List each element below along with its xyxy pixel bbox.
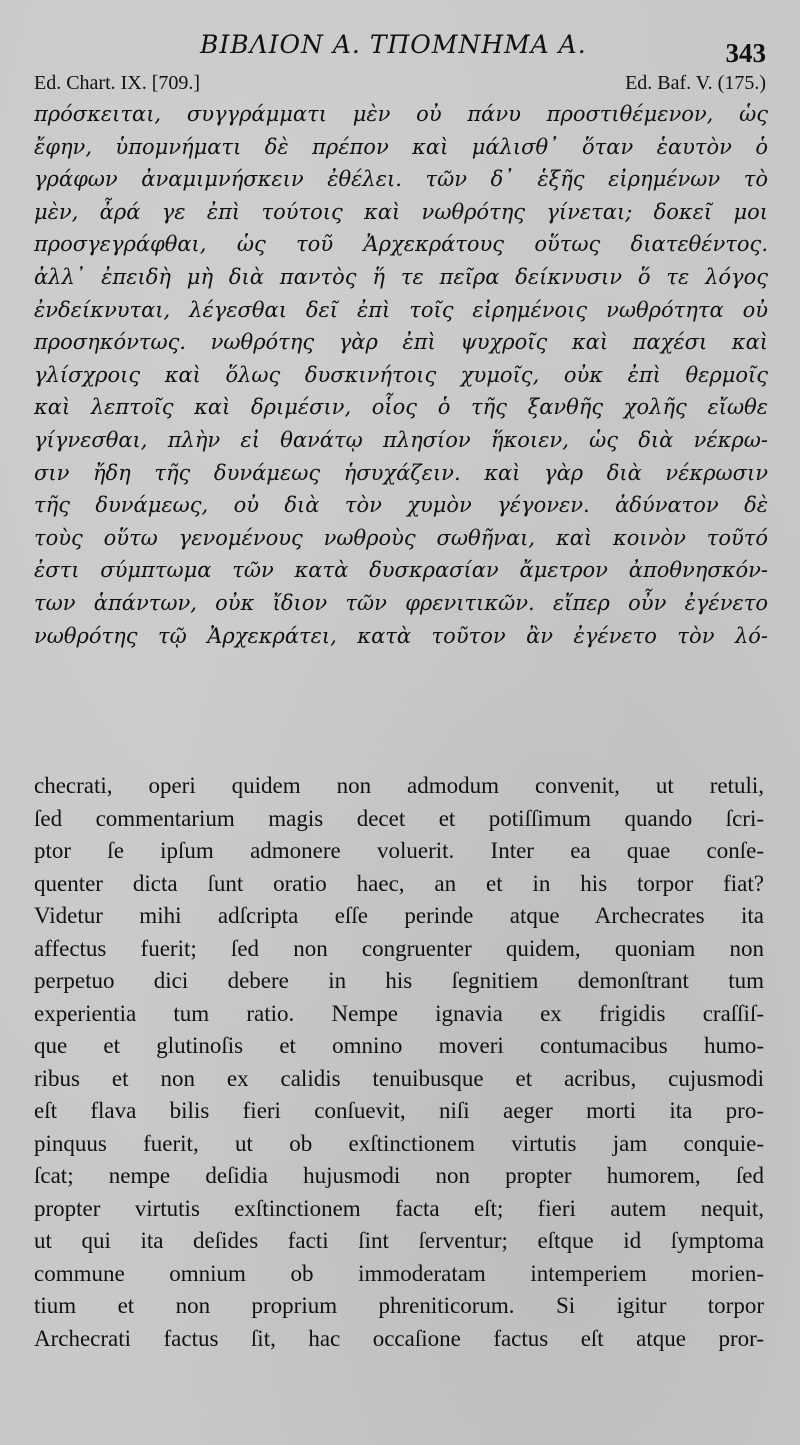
running-head [0, 30, 800, 66]
latin-line: ſcat; nempe deſidia hujusmodi non propter humorem, ſed [34, 1163, 764, 1188]
latin-line: ribus et non ex calidis tenuibusque et acribus, cujusmodi [34, 1065, 764, 1091]
latin-line: experientia tum ratio. Nempe ignavia ex frigidis craſſiſ- [34, 1000, 764, 1026]
latin-line: tium et non proprium phreniticorum. Si igitur torpor [34, 1293, 764, 1318]
edition-chart-reference: Ed. Chart. IX. [709.] [34, 72, 201, 94]
latin-line: perpetuo dici debere in his ſegnitiem demonſtrant tum [34, 968, 764, 993]
greek-line: τῆς δυνάμεως, οὐ διὰ τὸν χυμὸν γέγονεν. ἀδύνατον δὲ [34, 493, 768, 518]
greek-line: των ἁπάντων, οὐκ ἴδιον τῶν φρενιτικῶν. εἴπερ οὖν ἐγένετο [34, 590, 768, 615]
greek-line: πρόσκειται, συγγράμματι μὲν οὐ πάνυ προστιθέμενον, ὡς [34, 102, 768, 126]
edition-basel-reference: Ed. Baf. V. (175.) [625, 72, 766, 94]
edition-reference-line [34, 72, 766, 98]
greek-line: ἔφην, ὑπομνήματι δὲ πρέπον καὶ μάλισθ᾽ ὅταν ἑαυτὸν ὁ [34, 134, 768, 159]
greek-line: ἐνδείκνυται, λέγεσθαι δεῖ ἐπὶ τοῖς εἰρημένοις νωθρότητα οὐ [34, 297, 768, 322]
greek-line: νωθρότης τῷ Ἀρχεκράτει, κατὰ τοῦτον ἂν ἐγένετο τὸν λό- [34, 623, 768, 648]
greek-line: ἀλλ᾽ ἐπειδὴ μὴ διὰ παντὸς ἥ τε πεῖρα δείκνυσιν ὅ τε λόγος [34, 264, 768, 289]
greek-line: σιν ἤδη τῆς δυνάμεως ἡσυχάζειν. καὶ γὰρ διὰ νέκρωσιν [34, 460, 768, 485]
latin-line: ſed commentarium magis decet et potiſſimum quando ſcri- [34, 805, 764, 831]
latin-line: propter virtutis exſtinctionem facta eſt; fieri autem nequit, [34, 1195, 764, 1221]
latin-line: ut qui ita deſides facti ſint ſerventur; eſtque id ſymptoma [34, 1228, 764, 1253]
greek-line: μὲν, ἆρά γε ἐπὶ τούτοις καὶ νωθρότης γίνεται; δοκεῖ μοι [34, 199, 768, 224]
latin-line: affectus fuerit; ſed non congruenter quidem, quoniam non [34, 935, 764, 961]
latin-line: que et glutinoſis et omnino moveri contumacibus humo- [34, 1033, 764, 1058]
latin-line: pinquus fuerit, ut ob exſtinctionem virtutis jam conquie- [34, 1130, 764, 1156]
latin-line: commune omnium ob immoderatam intemperiem morien- [34, 1260, 764, 1286]
latin-line: Videtur mihi adſcripta eſſe perinde atque Archecrates ita [34, 903, 764, 928]
greek-line: καὶ λεπτοῖς καὶ δριμέσιν, οἷος ὁ τῆς ξανθῆς χολῆς εἴωθε [34, 395, 768, 420]
greek-line: γλίσχροις καὶ ὅλως δυσκινήτοις χυμοῖς, οὐκ ἐπὶ θερμοῖς [34, 362, 768, 387]
greek-line: γίγνεσθαι, πλὴν εἰ θανάτῳ πλησίον ἥκοιεν, ὡς διὰ νέκρω- [34, 427, 768, 452]
latin-line: ptor ſe ipſum admonere voluerit. Inter ea quae conſe- [34, 838, 764, 863]
latin-line: quenter dicta ſunt oratio haec, an et in his torpor fiat? [34, 870, 764, 896]
greek-text-block [34, 98, 768, 652]
greek-line: προσηκόντως. νωθρότης γὰρ ἐπὶ ψυχροῖς καὶ παχέσι καὶ [34, 330, 768, 355]
running-title: ΒΙΒΛΙΟΝ Α. ΤΠΟΜΝΗΜΑ Α. [200, 30, 587, 59]
latin-text-block [34, 770, 764, 1355]
latin-line: eſt flava bilis fieri conſuevit, niſi aeger morti ita pro- [34, 1098, 764, 1123]
greek-line: τοὺς οὕτω γενομένους νωθροὺς σωθῆναι, καὶ κοινὸν τοῦτό [34, 525, 768, 550]
greek-line: προσγεγράφθαι, ὡς τοῦ Ἀρχεκράτους οὕτως διατεθέντος. [34, 232, 768, 257]
page-number: 343 [725, 38, 766, 68]
greek-line: ἐστι σύμπτωμα τῶν κατὰ δυσκρασίαν ἄμετρον ἀποθνησκόν- [34, 558, 768, 583]
latin-line: checrati, operi quidem non admodum convenit, ut retuli, [34, 773, 764, 798]
latin-line: Archecrati factus ſit, hac occaſione factus eſt atque pror- [34, 1325, 764, 1351]
greek-line: γράφων ἀναμιμνήσκειν ἐθέλει. τῶν δ᾽ ἑξῆς εἰρημένων τὸ [34, 167, 768, 192]
